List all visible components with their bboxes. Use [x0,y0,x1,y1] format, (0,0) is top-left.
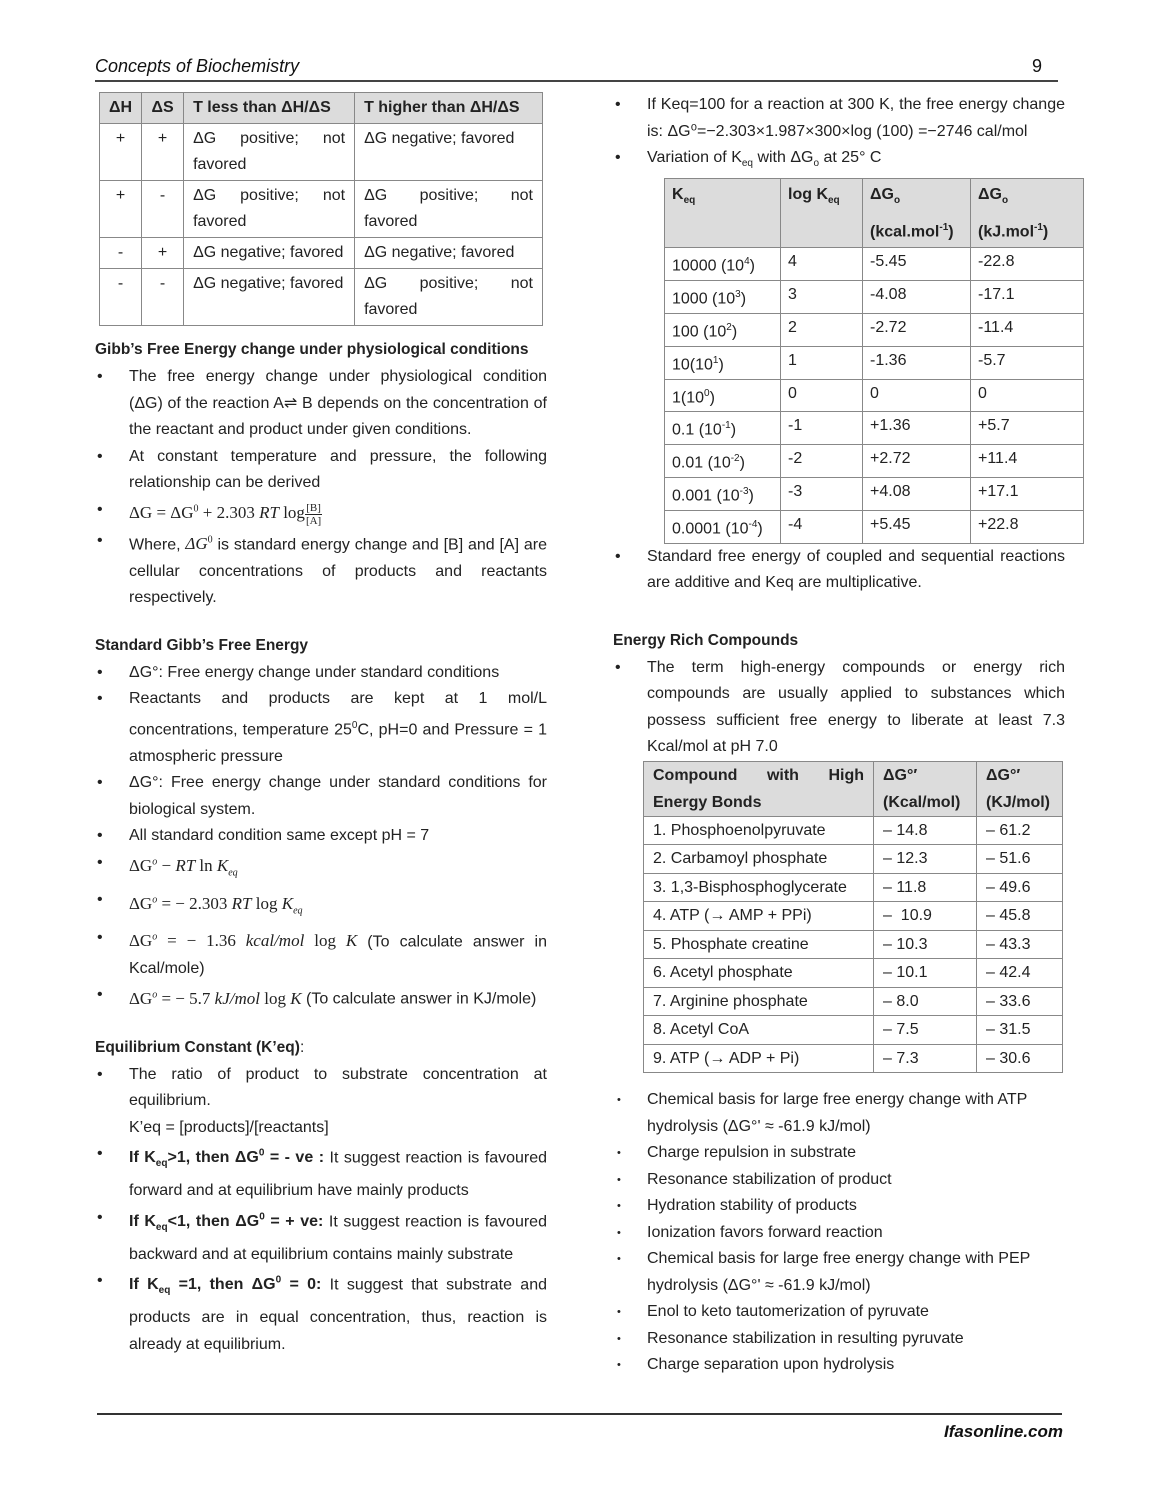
table-row [665,478,1084,511]
col-header-dg-kcal: $\Delta G_o$ (kcal.mol$^{-1}$) [863,178,971,248]
cell-log-keq: -3 [781,478,863,511]
col-header-dg-kj: $\Delta G_o$ (kJ.mol$^{-1}$) [971,178,1084,248]
table-row [644,930,1063,959]
cell: ΔG negative; favored [184,269,355,326]
cell-kj: – 45.8 [977,902,1063,931]
list-item: • Charge repulsion in substrate [613,1140,1065,1167]
cell-dg-kcal: -1.36 [863,346,971,379]
cell: ΔG negative; favored [355,238,543,269]
cell-dg-kcal: +5.45 [863,510,971,543]
cell: + [100,124,142,181]
cell-dg-kj: +22.8 [971,510,1084,543]
table-row [100,238,543,269]
cell-dg-kcal: 0 [863,379,971,412]
cell-log-keq: -1 [781,412,863,445]
cell-dg-kcal: -5.45 [863,248,971,281]
cell-keq: 0.0001 $(10^{-4})$ [665,510,781,543]
cell: - [142,269,184,326]
keq-variation-table [664,178,1084,544]
cell-compound: 7. Arginine phosphate [644,987,874,1016]
footer-website: Ifasonline.com [943,1422,1063,1441]
cell-kcal: – 7.3 [874,1044,977,1073]
table-row [665,412,1084,445]
compounds-table-body [644,816,1063,1073]
list-item-formula: • $\Delta G^o$ = − 1.36 kcal/mol log K (To calculate answer in Kcal/mole) [95,925,547,983]
table-row [644,987,1063,1016]
right-column [613,92,1065,1379]
cell-dg-kj: +17.1 [971,478,1084,511]
cell-kcal: – 14.8 [874,816,977,845]
cell-kcal: – 8.0 [874,987,977,1016]
cell-kcal: – 11.8 [874,873,977,902]
list-item-formula: • $\Delta G^o$ = − 5.7 kJ/mol log K (To calculate answer in KJ/mole) [95,982,547,1013]
cell-kcal: – 10.1 [874,959,977,988]
section-heading-physiological: Gibb’s Free Energy change under physiological conditions [95,341,529,358]
cell-dg-kj: -11.4 [971,313,1084,346]
cell-log-keq: 3 [781,281,863,314]
keq-table-body [665,248,1084,543]
cell: - [100,269,142,326]
cell: + [142,238,184,269]
chemical-basis-list [613,1087,1065,1379]
list-item: • Variation of $K_{eq}$ with $\Delta G_o$ at 25° C [613,145,1065,178]
table-row [644,959,1063,988]
list-item: • If $K_{eq}<1$, then $\Delta G^0$ = + ve: It suggest reaction is favoured backward and at equilibrium contains mainly substrate [95,1205,547,1269]
standard-list [95,660,547,1014]
cell-kcal: – 7.5 [874,1016,977,1045]
cell-dg-kj: +11.4 [971,445,1084,478]
cell: ΔG negative; favored [355,124,543,181]
cell-dg-kj: -5.7 [971,346,1084,379]
list-item: • Chemical basis for large free energy change with PEP hydrolysis (ΔG°' ≈ -61.9 kJ/mol) [613,1246,1065,1299]
cell-kj: – 30.6 [977,1044,1063,1073]
cell: ΔG positive; not favored [355,269,543,326]
table-row [644,902,1063,931]
cell-dg-kcal: +4.08 [863,478,971,511]
cell-dg-kcal: -4.08 [863,281,971,314]
table-row [644,873,1063,902]
section-heading-equilibrium: Equilibrium Constant (K’eq): [95,1038,305,1056]
cell-dg-kj: 0 [971,379,1084,412]
cell-log-keq: 2 [781,313,863,346]
energy-rich-list [613,655,1065,761]
cell: + [142,124,184,181]
cell-compound: 2. Carbamoyl phosphate [644,845,874,874]
cell-kcal: – 12.3 [874,845,977,874]
cell-log-keq: 4 [781,248,863,281]
cell-log-keq: 0 [781,379,863,412]
cell-compound: 3. 1,3-Bisphosphoglycerate [644,873,874,902]
physiological-list [95,364,547,612]
col-header-t-higher: T higher than ΔH/ΔS [355,93,543,124]
table-row [665,445,1084,478]
cell-dg-kj: -17.1 [971,281,1084,314]
table-row [100,181,543,238]
equilibrium-list [95,1062,547,1359]
gibbs-equation: $\Delta G = \Delta G^0 + 2.303$ RT log $\frac{[B]}{[A]}$ [129,501,322,527]
list-item: • ΔG°: Free energy change under standard conditions for biological system. [95,770,547,823]
list-item: • All standard condition same except pH = 7 [95,823,547,850]
table-row [644,1016,1063,1045]
thermodynamics-table [99,92,543,326]
list-item: • Hydration stability of products [613,1193,1065,1220]
page-number: 9 [1031,56,1042,76]
cell-log-keq: -2 [781,445,863,478]
cell-kj: – 51.6 [977,845,1063,874]
cell: ΔG positive; not favored [184,181,355,238]
list-item-formula: • $\Delta G^o$ = − 2.303 RT $\log K_{eq}$ [95,887,547,925]
table-row [665,346,1084,379]
cell-keq: $1(10^0)$ [665,379,781,412]
cell: ΔG positive; not favored [355,181,543,238]
list-item: • If $K_{eq} =1$, then $\Delta G^0 = 0$: It suggest that substrate and products are in equal concentration, thus, reaction is already at equilibrium. [95,1268,547,1358]
col-header-kcal: ΔG°′ (Kcal/mol) [874,761,977,816]
list-item: • If $K_{eq}>1$, then $\Delta G^0$ = - ve : It suggest reaction is favoured forward and at equilibrium have mainly products [95,1141,547,1205]
col-header-compound: Compound with High Energy Bonds [644,761,874,816]
list-item: • The term high-energy compounds or energy rich compounds are usually applied to substances which possess sufficient free energy to liberate at least 7.3 Kcal/mol at pH 7.0 [613,655,1065,761]
list-item-equation [95,497,547,528]
list-item: • Reactants and products are kept at 1 mol/L concentrations, temperature $25^0C$, pH=0 and Pressure = 1 atmospheric pressure [95,686,547,770]
table-header-row [644,761,1063,816]
table-row [665,313,1084,346]
col-header-dh: ΔH [100,93,142,124]
cell: ΔG negative; favored [184,238,355,269]
cell-dg-kcal: -2.72 [863,313,971,346]
cell-kcal: – 10.9 [874,902,977,931]
cell-dg-kj: -22.8 [971,248,1084,281]
table-header-row [665,178,1084,248]
list-item: • Standard free energy of coupled and sequential reactions are additive and Keq are multiplicative. [613,544,1065,597]
cell-keq: 10000 $(10^4)$ [665,248,781,281]
cell-compound: 1. Phosphoenolpyruvate [644,816,874,845]
cell-log-keq: -4 [781,510,863,543]
col-header-log-keq: $\log K_{eq}$ [781,178,863,248]
table-row [100,269,543,326]
book-title: Concepts of Biochemistry [95,56,300,76]
list-item: • Ionization favors forward reaction [613,1220,1065,1247]
cell-kcal: – 10.3 [874,930,977,959]
list-item: • Resonance stabilization of product [613,1167,1065,1194]
cell-keq: 100 $(10^2)$ [665,313,781,346]
cell-compound: 6. Acetyl phosphate [644,959,874,988]
table-header-row [100,93,543,124]
cell-kj: – 49.6 [977,873,1063,902]
list-item: • The ratio of product to substrate concentration at equilibrium. K’eq = [products]/[reactants] [95,1062,547,1142]
cell: ΔG positive; not favored [184,124,355,181]
list-item-formula: • $\Delta G^o$ − RT $\ln K_{eq}$ [95,850,547,888]
cell-keq: $10(10^1)$ [665,346,781,379]
cell-keq: 1000 $(10^3)$ [665,281,781,314]
list-item: • Chemical basis for large free energy change with ATP hydrolysis (ΔG°' ≈ -61.9 kJ/mol) [613,1087,1065,1140]
page-header [95,56,1058,82]
table-row [644,1044,1063,1073]
col-header-t-less: T less than ΔH/ΔS [184,93,355,124]
col-header-keq: $K_{eq}$ [665,178,781,248]
cell-keq: 0.1 $(10^{-1})$ [665,412,781,445]
table-row [665,510,1084,543]
list-item: • Where, $\Delta G^0$ is standard energy change and [B] and [A] are cellular concentrations of products and reactants respectively. [95,528,547,612]
table-row [665,248,1084,281]
cell: - [142,181,184,238]
list-item: • Charge separation upon hydrolysis [613,1352,1065,1379]
keq-intro-list [613,92,1065,178]
cell-kj: – 43.3 [977,930,1063,959]
table-row [100,124,543,181]
cell-kj: – 31.5 [977,1016,1063,1045]
section-heading-standard: Standard Gibb’s Free Energy [95,636,309,654]
list-item: • The free energy change under physiological condition (ΔG) of the reaction A⇌ B depends on the concentration of the reactant and product under given conditions. [95,364,547,444]
left-column [95,92,547,1358]
list-item: • ΔG°: Free energy change under standard conditions [95,660,547,687]
table-row [665,379,1084,412]
cell-kj: – 42.4 [977,959,1063,988]
col-header-kj: ΔG°′ (KJ/mol) [977,761,1063,816]
table-row [644,816,1063,845]
cell-kj: – 61.2 [977,816,1063,845]
cell-dg-kj: +5.7 [971,412,1084,445]
list-item: • If Keq=100 for a reaction at 300 K, the free energy change is: ΔG⁰=−2.303×1.987×300×log (100) =−2746 cal/mol [613,92,1065,145]
cell: - [100,238,142,269]
cell-keq: 0.01 $(10^{-2})$ [665,445,781,478]
cell: + [100,181,142,238]
footer-divider [97,1413,1062,1415]
cell-log-keq: 1 [781,346,863,379]
cell-keq: 0.001 $(10^{-3})$ [665,478,781,511]
section-heading-energy-rich: Energy Rich Compounds [613,631,799,649]
cell-dg-kcal: +2.72 [863,445,971,478]
list-item: • At constant temperature and pressure, the following relationship can be derived [95,444,547,497]
cell-compound: 9. ATP (→ ADP + Pi) [644,1044,874,1073]
list-item: • Enol to keto tautomerization of pyruvate [613,1299,1065,1326]
list-item: • Resonance stabilization in resulting pyruvate [613,1326,1065,1353]
cell-dg-kcal: +1.36 [863,412,971,445]
cell-compound: 8. Acetyl CoA [644,1016,874,1045]
high-energy-compounds-table [643,761,1063,1074]
table-row [665,281,1084,314]
col-header-ds: ΔS [142,93,184,124]
cell-compound: 5. Phosphate creatine [644,930,874,959]
cell-kj: – 33.6 [977,987,1063,1016]
cell-compound: 4. ATP (→ AMP + PPi) [644,902,874,931]
coupled-list [613,544,1065,597]
table-row [644,845,1063,874]
